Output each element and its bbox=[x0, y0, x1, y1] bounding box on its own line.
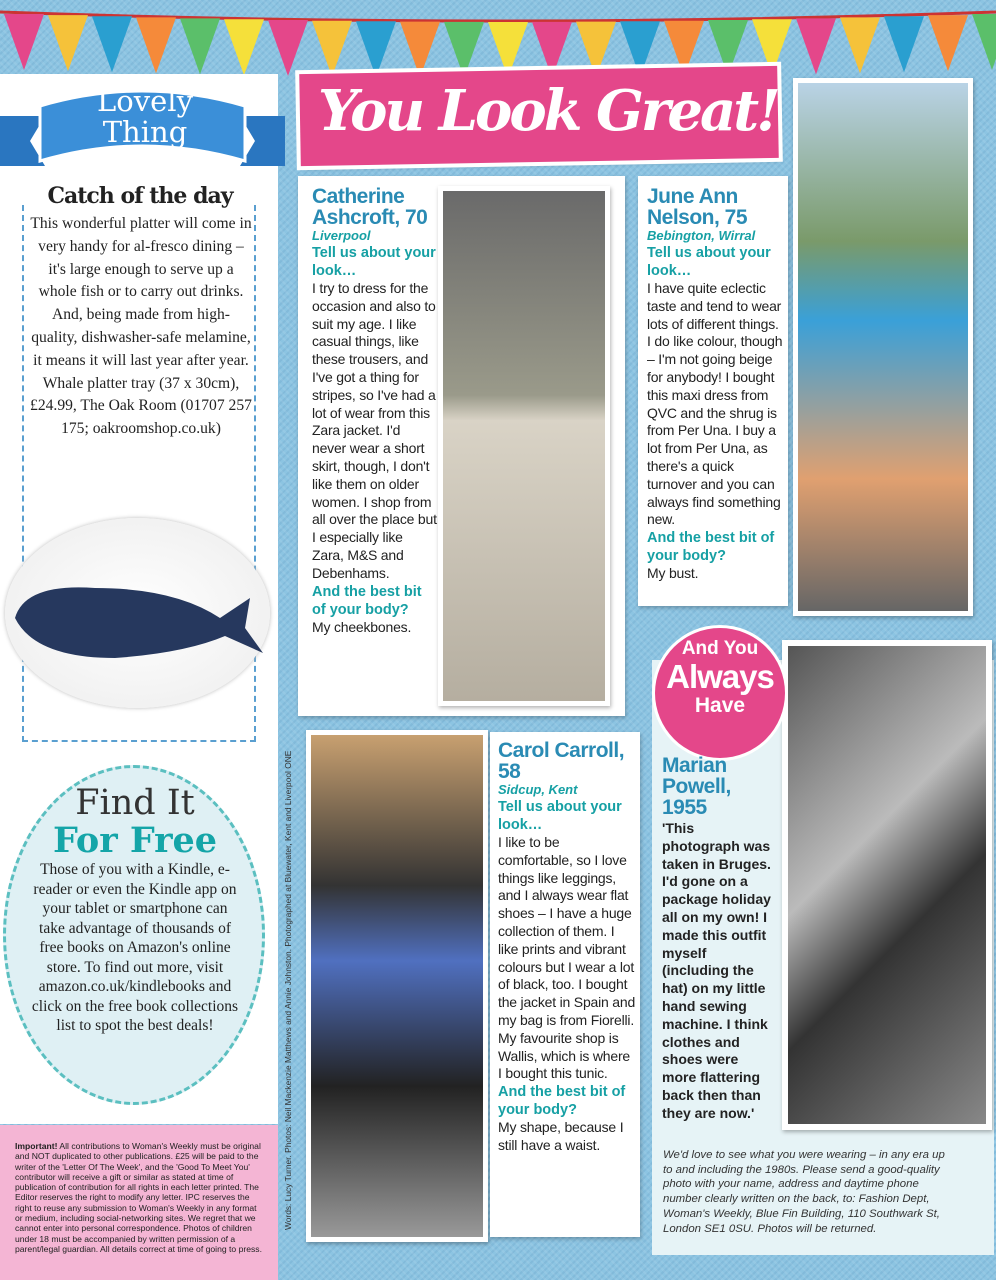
person-name: Catherine Ashcroft, 70 bbox=[312, 185, 428, 229]
answer-body: My bust. bbox=[647, 565, 699, 582]
page-title: You Look Great! bbox=[318, 78, 778, 144]
person-place: Liverpool bbox=[312, 228, 371, 243]
bunting-decoration bbox=[0, 0, 996, 80]
bunting-flag bbox=[928, 15, 968, 71]
find-title-2: For Free bbox=[52, 820, 218, 861]
carol-photo bbox=[306, 730, 488, 1242]
bunting-flag bbox=[268, 20, 308, 76]
catch-title: Catch of the day bbox=[47, 183, 233, 209]
catch-body: This wonderful platter will come in very handy for al-fresco dining – it's large enough to serve up a whole fish or to carry out drinks. And, being made from high-quality, dishwasher-safe melamine, it means it will last year after year. Whale platter tray (37 x 30cm), £24.99, The Oak Room (01707 257 175; oakroomshop.co.uk) bbox=[30, 215, 252, 438]
bunting-flag bbox=[312, 21, 352, 77]
question-look: Tell us about your look… bbox=[498, 799, 622, 833]
find-title-1: Find It bbox=[75, 783, 195, 823]
marian-photo bbox=[782, 640, 992, 1130]
marian-quote: 'This photograph was taken in Bruges. I'd gone on a package holiday all on my own! I made this outfit myself (including the hat) on my little hand sewing machine. I think clothes and shoes were more flattering back then than they are now.' bbox=[662, 820, 771, 1121]
ribbon-line2: Thing bbox=[102, 115, 188, 149]
person-name: June Ann Nelson, 75 bbox=[647, 185, 748, 229]
bunting-flag bbox=[48, 15, 88, 71]
question-look: Tell us about your look… bbox=[647, 245, 771, 279]
bunting-flag bbox=[224, 19, 264, 75]
question-body: And the best bit of your body? bbox=[647, 530, 775, 565]
answer-body: My cheekbones. bbox=[312, 618, 412, 635]
bunting-flag bbox=[972, 14, 996, 70]
june-photo bbox=[793, 78, 973, 616]
bunting-flag bbox=[884, 16, 924, 72]
important-body: All contributions to Woman's Weekly must be original and NOT duplicated to other publications. £25 will be paid to the writer of the 'Letter Of The Week', and the 'Good To Meet You' contributor will receive a gift or similar as stated at time of publication of contribution for all rights in each letter printed. The Editor reserves the right to modify any letter. IPC reserves the right to reuse any submission to Woman's Weekly in any format or medium, including social-networking sites. We regret that we cannot enter into personal correspondence. Photos of children under 18 must be accompanied by written permission of a parent/legal guardian. All details correct at time of going to press. bbox=[15, 1141, 262, 1254]
find-body: Those of you with a Kindle, e-reader or even the Kindle app on your tablet or smartphone can take advantage of thousands of free books on Amazon's online store. To find out more, visit amazon.co.uk/kindlebooks and click on the free book collections list to spot the best deals! bbox=[31, 861, 239, 1034]
june-text bbox=[647, 186, 783, 583]
ribbon-line1: Lovely bbox=[97, 84, 193, 118]
important-notice bbox=[0, 1125, 278, 1280]
answer-look: I try to dress for the occasion and also to suit my age. I like casual things, like these trousers, and I've got a thing for stripes, so I've had a lot of wear from this Zara jacket. I'd never wear a short skirt, though, I don't like them on older women. I shop from all over the place but I especially like Zara, M&S and Debenhams. bbox=[312, 280, 437, 581]
bunting-flag bbox=[136, 17, 176, 73]
question-body: And the best bit of your body? bbox=[312, 583, 422, 618]
person-name: Carol Carroll, 58 bbox=[498, 739, 625, 783]
catherine-text bbox=[312, 186, 437, 636]
important-lead: Important! bbox=[15, 1141, 58, 1151]
question-look: Tell us about your look… bbox=[312, 245, 436, 279]
question-body: And the best bit of your body? bbox=[498, 1084, 626, 1119]
submission-info: We'd love to see what you were wearing – in any era up to and including the 1980s. Please send a good-quality photo with your name, address and daytime phone number clearly written on the back, to: Fashion Dept, Woman's Weekly, Blue Fin Building, 110 Southwark St, London SE1 0SU. Photos will be returned. bbox=[663, 1149, 945, 1235]
badge-line2: Always bbox=[666, 658, 774, 695]
bunting-flag bbox=[180, 18, 220, 74]
answer-look: I have quite eclectic taste and tend to wear lots of different things. I do like colour, though – I'm not going beige for anybody! I bought this maxi dress from QVC and the shrug is from Per Una. I buy a lot from Per Una, as there's a quick turnover and you can always find something new. bbox=[647, 280, 783, 528]
whale-platter-image bbox=[5, 518, 270, 708]
marian-text bbox=[662, 755, 774, 1123]
bunting-flag bbox=[796, 18, 836, 74]
bunting-flag bbox=[400, 22, 440, 78]
bunting-flag bbox=[444, 22, 484, 78]
carol-text bbox=[498, 740, 636, 1155]
whale-icon bbox=[5, 518, 270, 708]
person-name: Marian Powell, 1955 bbox=[662, 754, 731, 819]
answer-look: I like to be comfortable, so I love things like leggings, and I always wear flat shoes – I have a huge collection of them. I like prints and vibrant colours but I wear a lot of black, too. I bought the jacket in Spain and my bag is from Fiorelli. My favourite shop is Wallis, which is where I bought this tunic. bbox=[498, 834, 636, 1082]
bunting-flag bbox=[840, 17, 880, 73]
catherine-photo bbox=[438, 186, 610, 706]
ribbon-text bbox=[60, 86, 230, 148]
bunting-flag bbox=[4, 14, 44, 70]
bunting-flag bbox=[356, 21, 396, 77]
always-have-badge bbox=[655, 628, 785, 758]
answer-body: My shape, because I still have a waist. bbox=[498, 1119, 624, 1153]
person-place: Bebington, Wirral bbox=[647, 228, 756, 243]
person-place: Sidcup, Kent bbox=[498, 782, 578, 797]
badge-line3: Have bbox=[694, 694, 746, 717]
bunting-flag bbox=[92, 16, 132, 72]
badge-line1: And You bbox=[681, 638, 759, 659]
photo-credits: Words: Lucy Turner. Photos: Neil Mackenzie Matthews and Annie Johnston. Photographed at Bluewater, Kent and Liverpool ONE bbox=[283, 750, 293, 1230]
